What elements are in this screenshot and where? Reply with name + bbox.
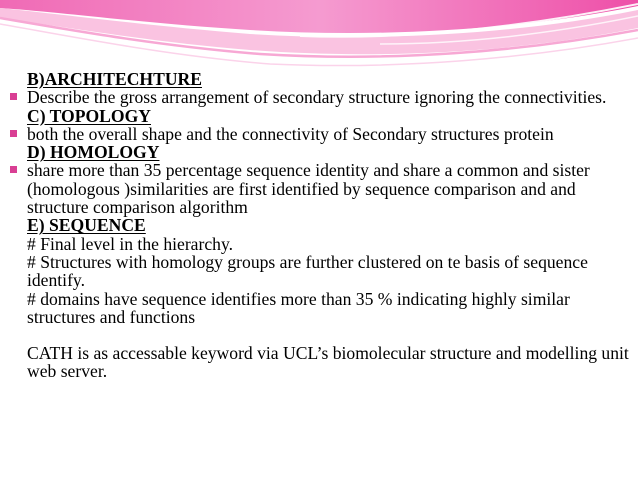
homology-bullet-text: share more than 35 percentage sequence identity and share a common and sister (homologous )similarities are first identified by sequence comparison and and structure comparison algorithm <box>27 160 590 218</box>
paragraph-spacer <box>10 326 630 344</box>
square-bullet-icon <box>10 166 17 173</box>
sequence-line: # Structures with homology groups are further clustered on te basis of sequence identify. <box>27 251 588 291</box>
homology-bullet <box>10 161 630 216</box>
architecture-heading: B)ARCHITECHTURE <box>27 69 202 89</box>
square-bullet-icon <box>10 130 17 137</box>
architecture-bullet <box>10 88 630 106</box>
sequence-heading: E) SEQUENCE <box>27 215 146 236</box>
square-bullet-icon <box>10 93 17 100</box>
sequence-line: # domains have sequence identifies more than 35 % indicating highly similar structures and functions <box>27 288 570 327</box>
homology-heading: D) HOMOLOGY <box>27 142 160 163</box>
architecture-bullet-text: Describe the gross arrangement of secondary structure ignoring the connectivities. <box>27 87 607 108</box>
topology-bullet <box>10 125 630 143</box>
closing-text: CATH is as accessable keyword via UCL’s biomolecular structure and modelling unit web server. <box>27 343 629 382</box>
header-wave-decoration <box>0 0 638 72</box>
slide-body <box>10 70 630 381</box>
topology-bullet-text: both the overall shape and the connectivity of Secondary structures protein <box>27 123 554 144</box>
sequence-line: # Final level in the hierarchy. <box>27 233 234 254</box>
topology-heading: C) TOPOLOGY <box>27 105 151 126</box>
